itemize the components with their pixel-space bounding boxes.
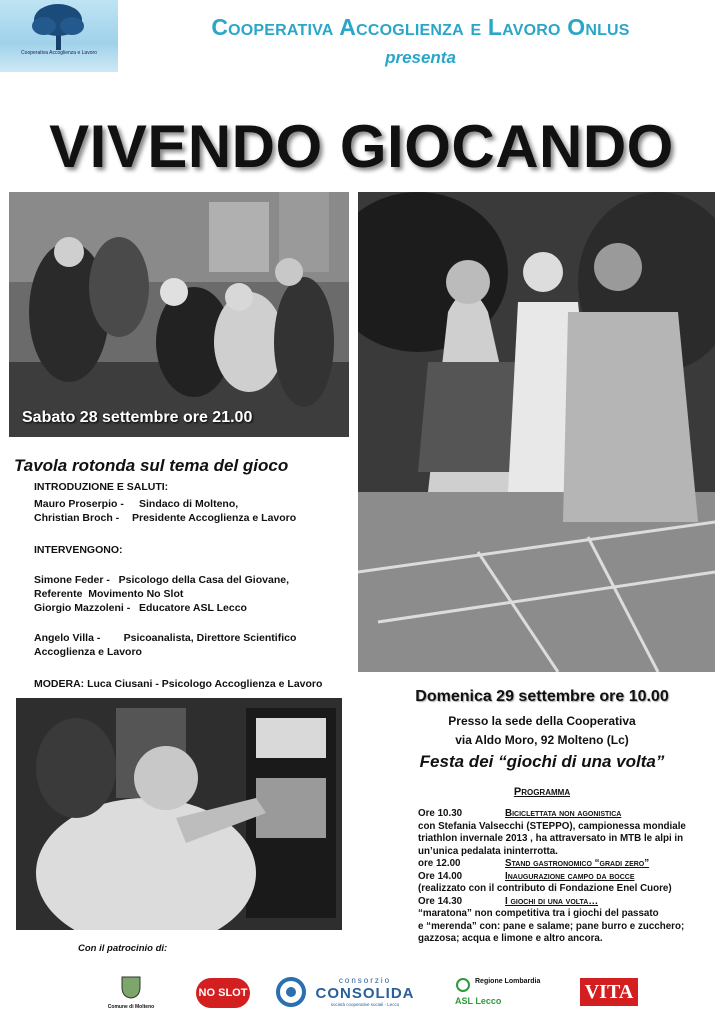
no-slot-logo: NO SLOT — [196, 978, 250, 1008]
intro-list — [34, 497, 296, 525]
intro-speaker-2: Christian Broch - Presidente Accoglienza e Lavoro — [34, 512, 297, 524]
slot-machine-photo — [16, 698, 342, 930]
logo-text: Cooperativa Accoglienza e Lavoro — [21, 50, 97, 56]
schedule-item: Ore 10.30 Biciclettata non agonistica — [418, 808, 622, 819]
comune-molteno-logo: Comune di Molteno — [96, 975, 166, 1011]
consolida-emblem-icon — [276, 974, 306, 1010]
speaker-2: Giorgio Mazzoleni - Educatore ASL Lecco — [34, 602, 247, 614]
program-heading: Programma — [513, 786, 571, 798]
schedule-detail: “maratona” non competitiva tra i giochi del passato — [418, 908, 659, 919]
schedule-detail: (realizzato con il contributo di Fondazione Enel Cuore) — [418, 883, 672, 894]
schedule-item: ore 12.00 Stand gastronomico “gradi zero” — [418, 858, 650, 869]
tree-logo-icon — [0, 0, 118, 72]
speakers-label: INTERVENGONO: — [34, 544, 123, 556]
round-table-heading: Tavola rotonda sul tema del gioco — [14, 456, 289, 475]
sunday-heading: Domenica 29 settembre ore 10.00 — [415, 688, 669, 705]
intro-label: INTRODUZIONE E SALUTI: — [34, 481, 169, 493]
schedule-detail: e “merenda” con: pane e salame; pane burro e zucchero; gazzosa; acqua e limone e altro ancora. — [418, 920, 685, 944]
event-title: VIVENDO GIOCANDO — [49, 113, 674, 180]
lombardia-rose-icon — [455, 978, 471, 992]
boys-playing-photo — [9, 192, 349, 437]
moderator: MODERA: Luca Ciusani - Psicologo Accoglienza e Lavoro — [34, 678, 323, 690]
venue-line-1: Presso la sede della Cooperativa — [448, 714, 636, 728]
saturday-caption: Sabato 28 settembre ore 21.00 — [22, 409, 253, 426]
vita-logo: VITA — [580, 978, 638, 1006]
regione-lombardia-asl-logo: Regione Lombardia ASL Lecco — [455, 978, 541, 1006]
schedule-detail: con Stefania Valsecchi (STEPPO), campionessa mondiale triathlon invernale 2013 , ha attraversato in MTB le alpi in un’unica pedalata ininterrotta. — [418, 820, 686, 857]
schedule-item: Ore 14.00 Inaugurazione campo da bocce — [418, 870, 635, 882]
intro-speaker-1: Mauro Proserpio - Sindaco di Molteno, — [34, 498, 239, 510]
organization-name: Cooperativa Accoglienza e Lavoro Onlus — [211, 14, 630, 40]
presenta-text: presenta — [385, 48, 456, 67]
consolida-logo: consorzio CONSOLIDA società cooperative sociali · Lecco — [315, 976, 415, 1007]
speaker-1: Simone Feder - Psicologo della Casa del Giovane, Referente Movimento No Slot — [34, 574, 289, 600]
festival-title: Festa dei “giochi di una volta” — [419, 752, 665, 771]
hopscotch-photo — [358, 192, 715, 672]
coat-of-arms-icon — [120, 975, 142, 999]
schedule-list — [418, 808, 718, 946]
cooperative-logo — [0, 0, 118, 72]
patronage-label: Con il patrocinio di: — [78, 943, 168, 954]
speaker-3: Angelo Villa - Psicoanalista, Direttore Scientifico Accoglienza e Lavoro — [34, 632, 297, 658]
schedule-item: Ore 14.30 I giochi di una volta… — [418, 895, 599, 907]
venue-address: via Aldo Moro, 92 Molteno (Lc) — [455, 733, 629, 747]
